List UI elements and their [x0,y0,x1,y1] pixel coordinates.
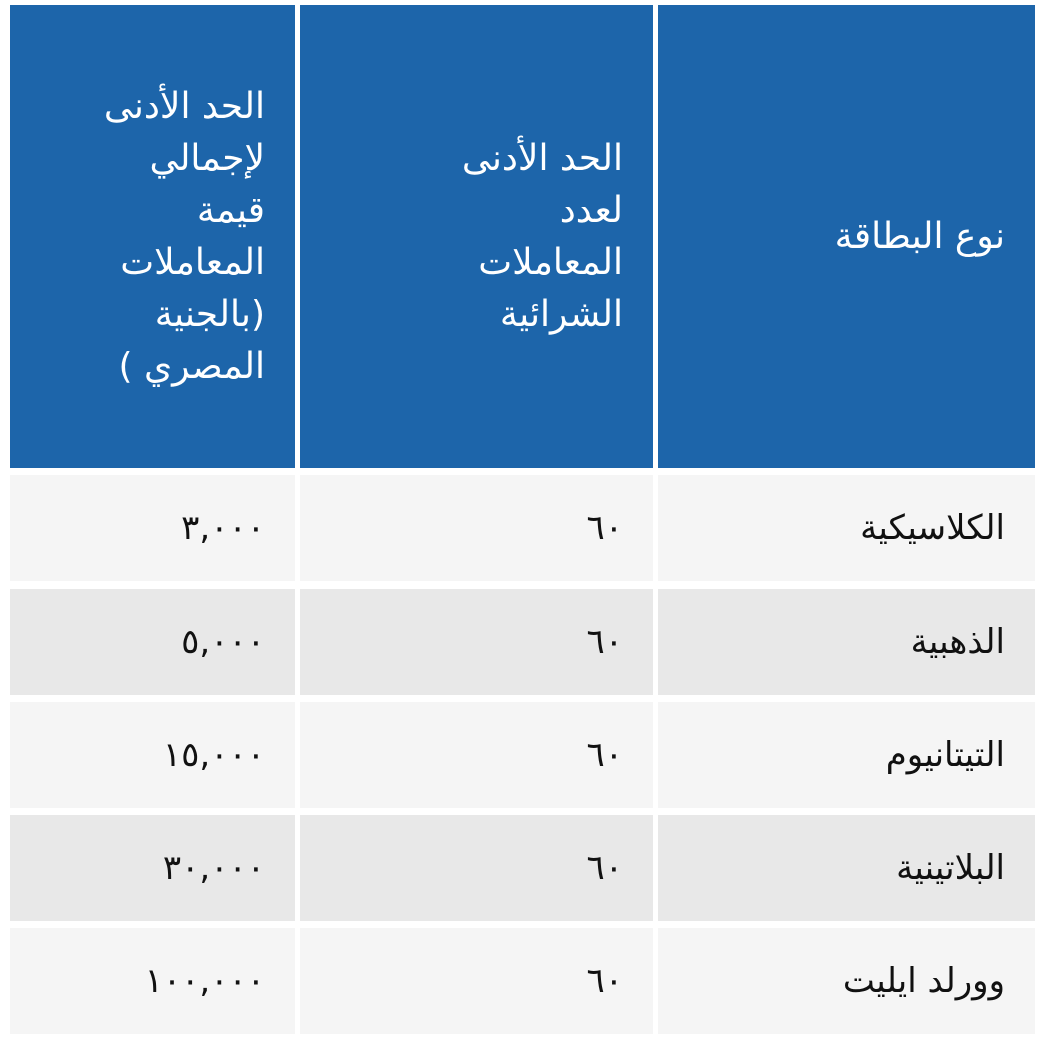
cell-min-transactions: ٦٠ [300,475,653,581]
cell-min-total-value: ١٥,٠٠٠ [10,702,295,808]
cell-min-total-value: ٥,٠٠٠ [10,589,295,695]
header-min-transactions: الحد الأدنى لعدد المعاملات الشرائية [300,5,653,468]
cell-min-transactions: ٦٠ [300,702,653,808]
cell-min-transactions: ٦٠ [300,928,653,1034]
cell-card-type: التيتانيوم [658,702,1035,808]
cell-min-total-value: ١٠٠,٠٠٠ [10,928,295,1034]
table-row [10,928,1035,1034]
cell-min-transactions: ٦٠ [300,815,653,921]
cell-min-total-value: ٣٠,٠٠٠ [10,815,295,921]
table-row [10,702,1035,808]
table-row [10,589,1035,695]
table-row [10,475,1035,581]
cell-min-transactions: ٦٠ [300,589,653,695]
header-card-type: نوع البطاقة [658,5,1035,468]
cell-card-type: الكلاسيكية [658,475,1035,581]
header-min-total-value: الحد الأدنى لإجمالي قيمة المعاملات (بالجنية المصري ) [10,5,295,468]
table-header-row [10,5,1035,468]
table-row [10,815,1035,921]
cell-min-total-value: ٣,٠٠٠ [10,475,295,581]
cell-card-type: الذهبية [658,589,1035,695]
cell-card-type: البلاتينية [658,815,1035,921]
cell-card-type: وورلد ايليت [658,928,1035,1034]
